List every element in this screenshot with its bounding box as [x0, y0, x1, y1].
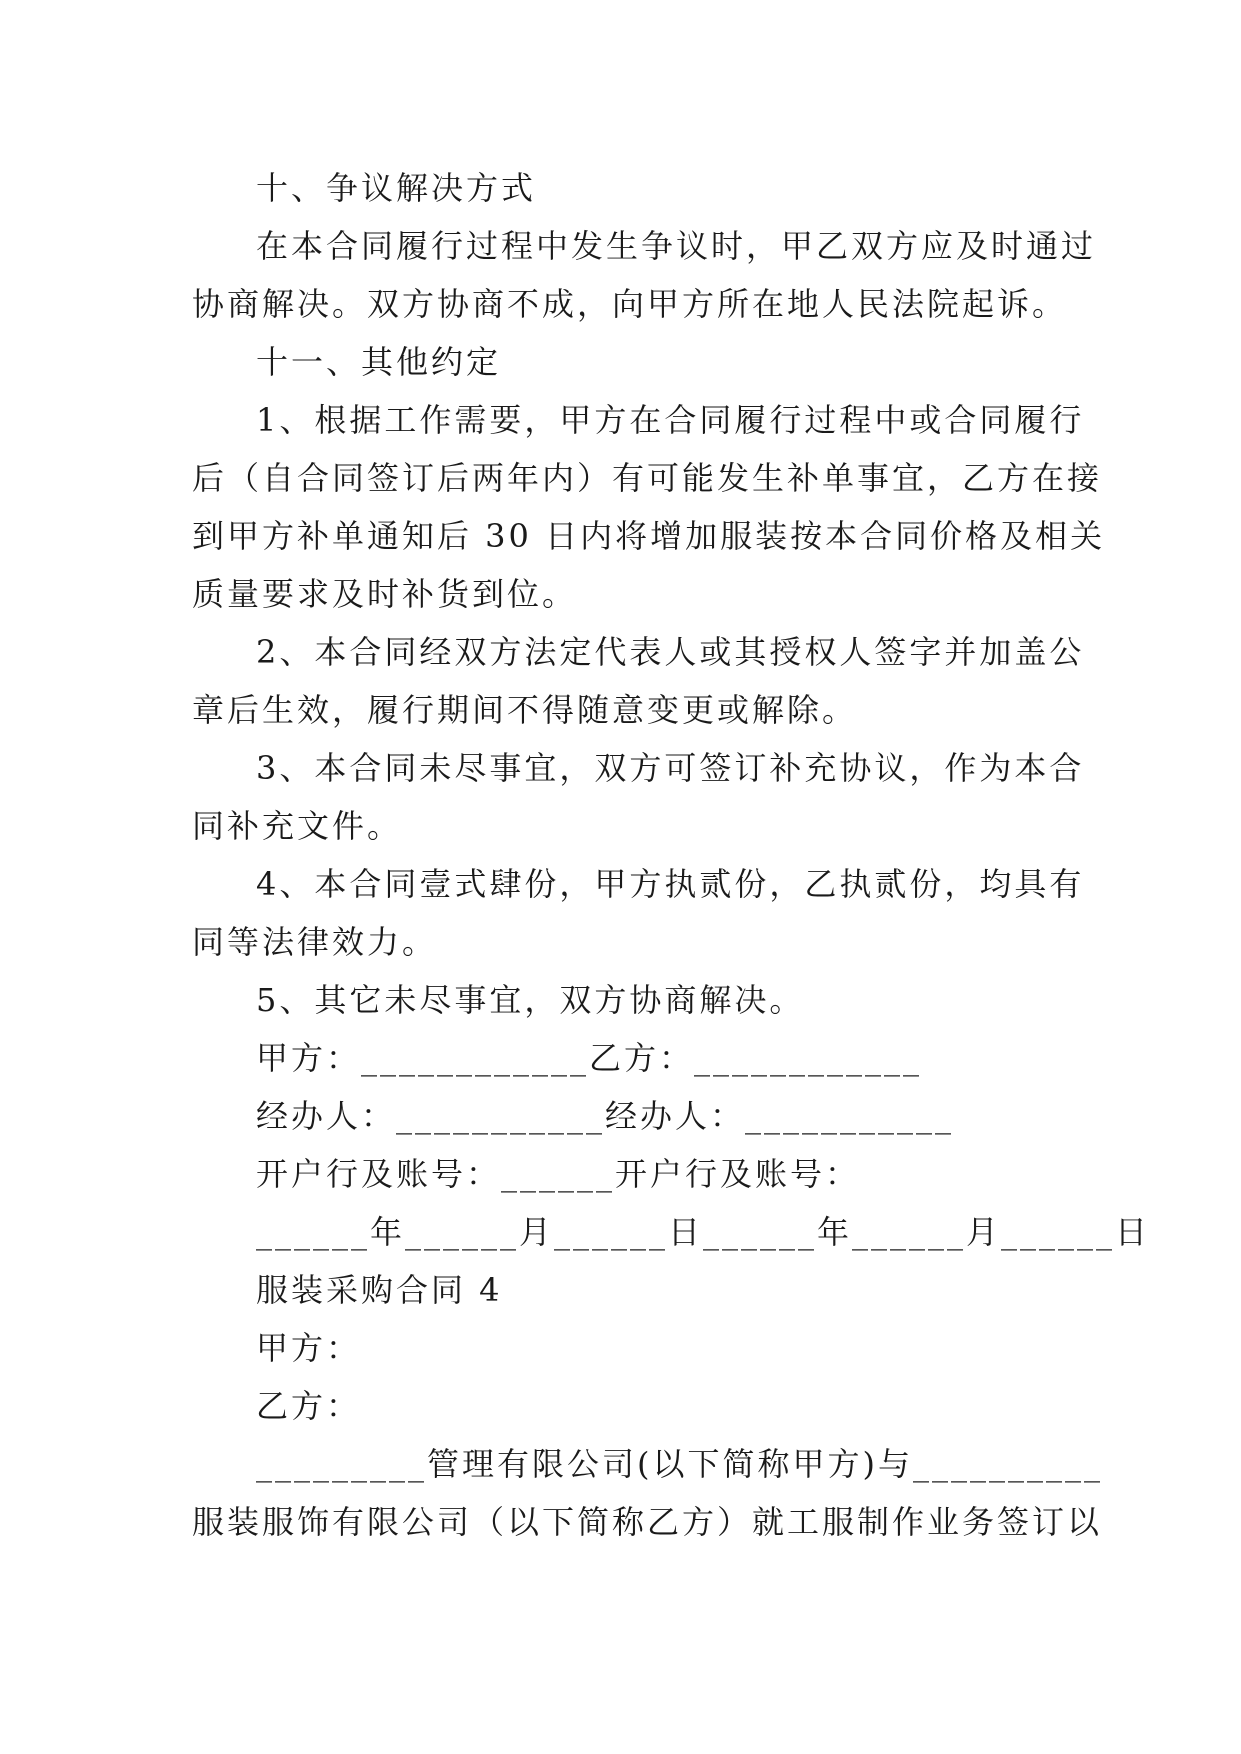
paragraph-line: 服装服饰有限公司（以下简称乙方）就工服制作业务签订以	[192, 1503, 1103, 1541]
signature-party-line: 甲方：____________乙方：____________	[256, 1039, 923, 1077]
contract-title: 服装采购合同 4	[256, 1271, 503, 1309]
party-b-label: 乙方：	[256, 1387, 362, 1425]
paragraph-line: 后（自合同签订后两年内）有可能发生补单事宜，乙方在接	[192, 459, 1103, 497]
section-heading-dispute-resolution: 十、争议解决方式	[256, 169, 537, 207]
paragraph-line: 同等法律效力。	[192, 923, 438, 961]
paragraph-line: 同补充文件。	[192, 807, 403, 845]
signature-handler-line: 经办人：___________经办人：___________	[256, 1097, 955, 1135]
paragraph-line: _________管理有限公司(以下简称甲方)与__________	[256, 1445, 1103, 1483]
paragraph-line: 2、本合同经双方法定代表人或其授权人签字并加盖公	[256, 633, 1085, 671]
paragraph-line: 质量要求及时补货到位。	[192, 575, 578, 613]
paragraph-line: 5、其它未尽事宜，双方协商解决。	[256, 981, 805, 1019]
paragraph-line: 在本合同履行过程中发生争议时，甲乙双方应及时通过	[256, 227, 1097, 265]
paragraph-line: 3、本合同未尽事宜，双方可签订补充协议，作为本合	[256, 749, 1085, 787]
paragraph-line: 1、根据工作需要，甲方在合同履行过程中或合同履行	[256, 401, 1085, 439]
paragraph-line: 到甲方补单通知后 30 日内将增加服装按本合同价格及相关	[192, 517, 1106, 555]
signature-bank-account-line: 开户行及账号：______开户行及账号：	[256, 1155, 861, 1193]
paragraph-line: 章后生效，履行期间不得随意变更或解除。	[192, 691, 858, 729]
paragraph-line: 4、本合同壹式肆份，甲方执贰份，乙执贰份，均具有	[256, 865, 1085, 903]
section-heading-other-terms: 十一、其他约定	[256, 343, 502, 381]
paragraph-line: 协商解决。双方协商不成，向甲方所在地人民法院起诉。	[192, 285, 1068, 323]
signature-date-line: ______年______月______日______年______月______日	[256, 1213, 1151, 1251]
party-a-label: 甲方：	[256, 1329, 362, 1367]
